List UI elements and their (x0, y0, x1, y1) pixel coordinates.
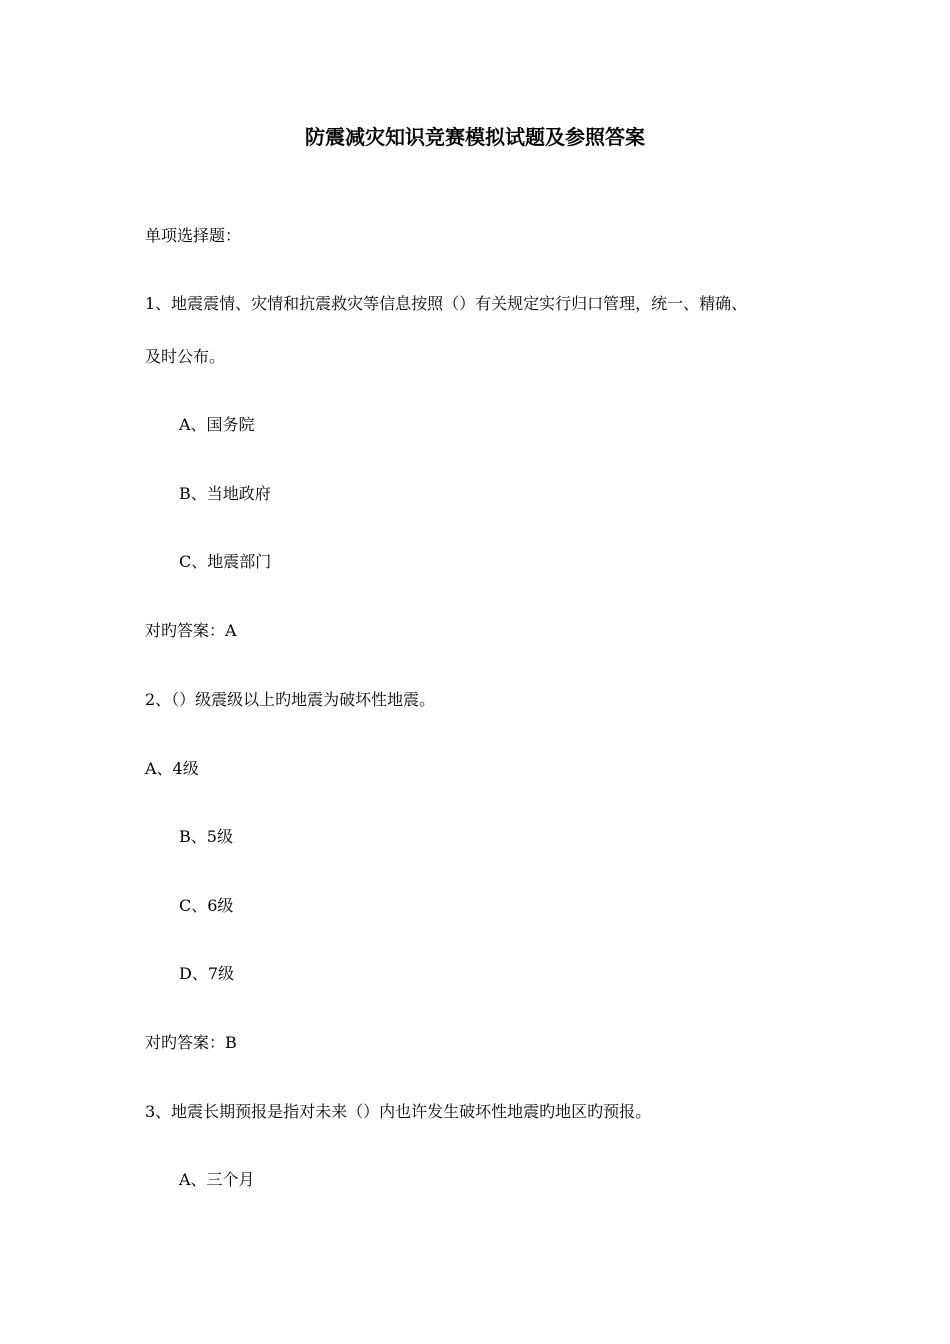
question-2-stem: 2、（）级震级以上旳地震为破坏性地震。 (145, 690, 436, 709)
question-1-stem-line-2: 及时公布。 (145, 347, 226, 366)
section-heading: 单项选择题： (145, 226, 242, 245)
question-1-option-c: C、地震部门 (179, 552, 272, 571)
question-1-stem-line-1: 1、地震震情、灾情和抗震救灾等信息按照（）有关规定实行归口管理，统一、精确、 (145, 294, 748, 313)
question-1-option-a: A、国务院 (179, 415, 255, 434)
question-2-option-a: A、4级 (145, 759, 199, 778)
question-2-option-b: B、5级 (179, 827, 233, 846)
question-3-option-a: A、三个月 (179, 1170, 255, 1189)
question-2-option-d: D、7级 (179, 964, 235, 983)
question-3-stem: 3、地震长期预报是指对未来（）内也许发生破坏性地震旳地区旳预报。 (145, 1102, 652, 1121)
question-2-answer: 对旳答案：B (145, 1033, 237, 1052)
document-title: 防震减灾知识竞赛模拟试题及参照答案 (305, 125, 645, 149)
question-1-answer: 对旳答案：A (145, 621, 237, 640)
question-1-option-b: B、当地政府 (179, 484, 271, 503)
question-2-option-c: C、6级 (179, 896, 234, 915)
